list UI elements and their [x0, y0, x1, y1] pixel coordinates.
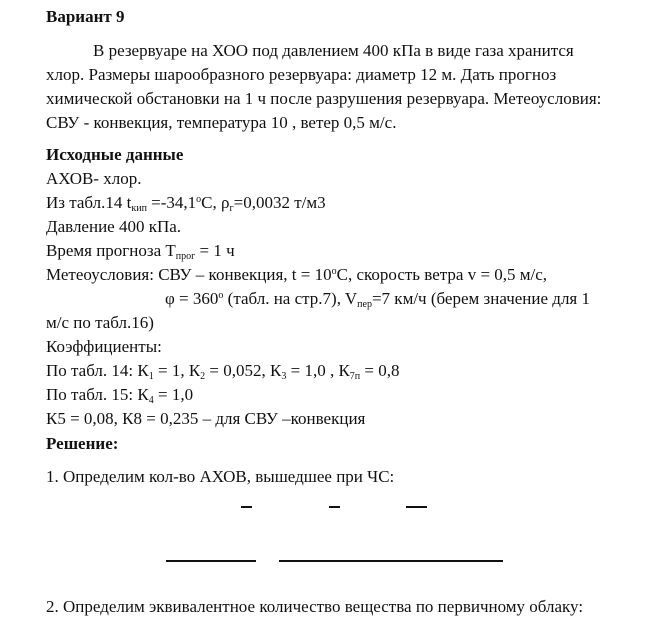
weather-line-3: м/с по табл.16)	[46, 313, 154, 332]
k7-subscript: 7п	[349, 371, 361, 382]
table14-boiling-density	[46, 193, 326, 213]
k7-value: = 0,8	[360, 361, 400, 380]
k1-label: По табл. 14: К	[46, 361, 149, 380]
variant-title: Вариант 9	[46, 7, 125, 26]
coefficients-table14	[46, 361, 400, 381]
degree-sign: o	[196, 194, 202, 205]
k4-label: По табл. 15: К	[46, 385, 149, 404]
forecast-value: = 1 ч	[195, 241, 235, 260]
degree-sign: o	[218, 290, 224, 301]
substance-line: АХОВ- хлор.	[46, 169, 142, 188]
weather-line-2	[165, 289, 590, 309]
solution-step-1: 1. Определим кол-во АХОВ, вышедшее при ЧС:	[46, 467, 395, 486]
k1-subscript: 1	[148, 371, 154, 382]
coefficients-k5-k8: К5 = 0,08, К8 = 0,235 – для СВУ –конвекция	[46, 409, 366, 428]
k2-subscript: 2	[200, 371, 206, 382]
k2-value: = 0,052, К	[205, 361, 282, 380]
table-ref: (табл. на стр.7), V	[223, 289, 358, 308]
formula-fraction-line	[279, 560, 503, 562]
task-line-1: В резервуаре на ХОО под давлением 400 кПа в виде газа хранится	[93, 41, 574, 60]
coefficients-heading: Коэффициенты:	[46, 337, 162, 356]
transfer-subscript: пер	[357, 299, 372, 310]
formula-fraction-line	[166, 560, 256, 562]
boiling-temp-label: Из табл.14 t	[46, 193, 132, 212]
wind-direction: φ = 360	[165, 289, 219, 308]
formula-placeholder-dash	[241, 506, 252, 508]
solution-step-2: 2. Определим эквивалентное количество вещества по первичному облаку:	[46, 597, 584, 616]
celsius-rho: С, ρ	[201, 193, 230, 212]
k1-value: = 1, К	[153, 361, 201, 380]
forecast-time-line	[46, 241, 235, 261]
pressure-line: Давление 400 кПа.	[46, 217, 182, 236]
k4-value: = 1,0	[153, 385, 194, 404]
weather-label: Метеоусловия: СВУ – конвекция, t = 10	[46, 265, 332, 284]
task-line-4: СВУ - конвекция, температура 10 , ветер 0,5 м/с.	[46, 113, 397, 132]
coefficients-table15	[46, 385, 193, 405]
k3-subscript: 3	[281, 371, 287, 382]
task-line-2: хлор. Размеры шарообразного резервуара: диаметр 12 м. Дать прогноз	[46, 65, 557, 84]
density-value: =0,0032 т/м3	[233, 193, 326, 212]
k4-subscript: 4	[148, 395, 154, 406]
formula-placeholder-dash	[406, 506, 427, 508]
initial-data-heading: Исходные данные	[46, 145, 184, 164]
boiling-temp-value: =-34,1	[146, 193, 197, 212]
rho-subscript: г	[229, 203, 234, 214]
task-line-3: химической обстановки на 1 ч после разрушения резервуара. Метеоусловия:	[46, 89, 602, 108]
weather-line-1	[46, 265, 547, 285]
k3-value: = 1,0 , К	[286, 361, 350, 380]
forecast-label: Время прогноза T	[46, 241, 176, 260]
formula-placeholder-dash	[329, 506, 340, 508]
boiling-subscript: кип	[131, 203, 147, 214]
degree-sign: o	[331, 266, 337, 277]
wind-speed: С, скорость ветра v = 0,5 м/с,	[336, 265, 548, 284]
solution-heading: Решение:	[46, 434, 119, 453]
forecast-subscript: прог	[175, 251, 196, 262]
transfer-speed: =7 км/ч (берем значение для 1	[371, 289, 590, 308]
